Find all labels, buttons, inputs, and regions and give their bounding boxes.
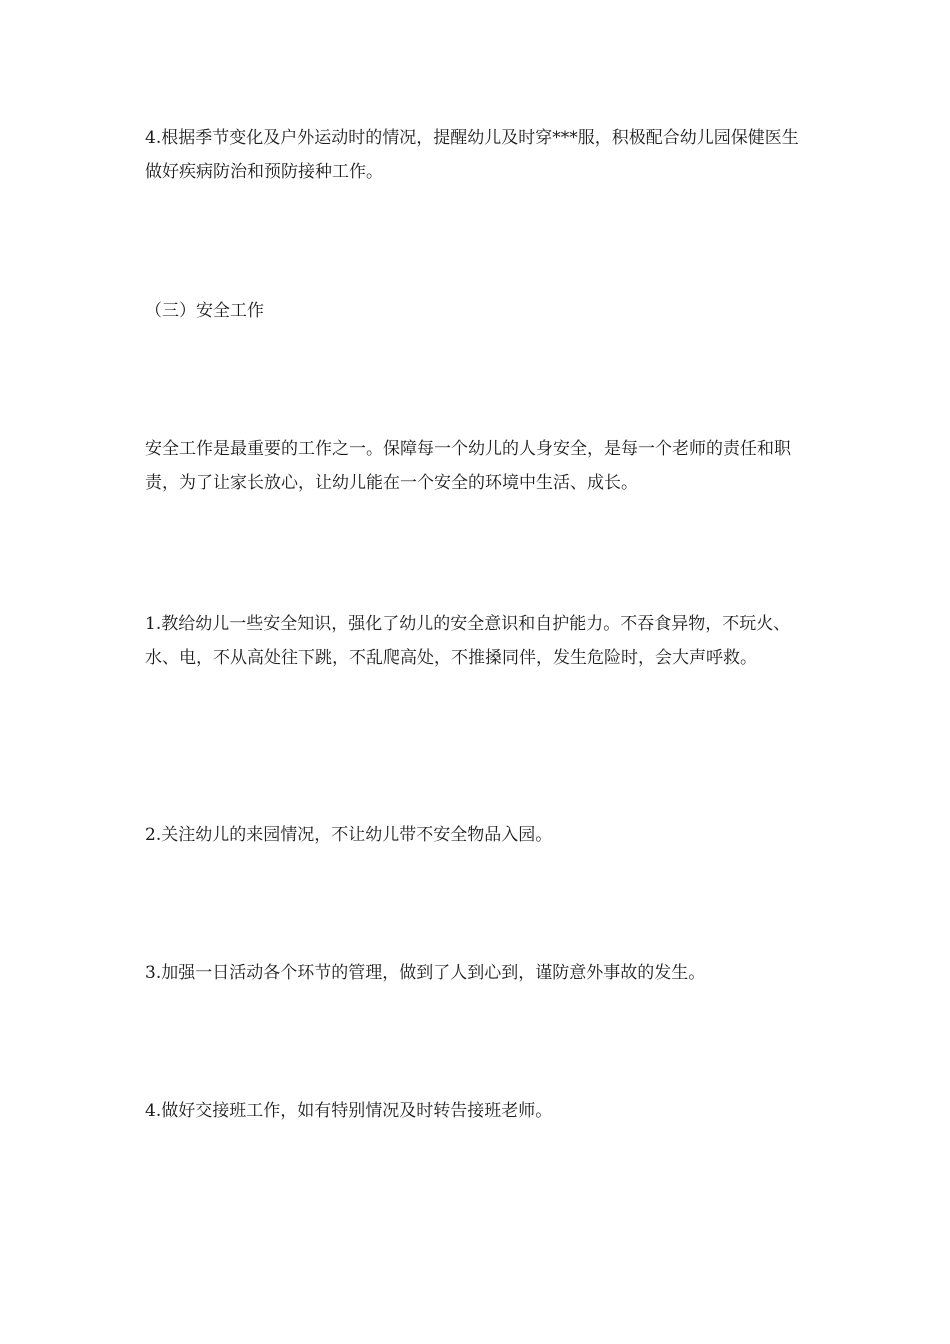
section-heading-safety: （三）安全工作 [145, 301, 264, 321]
paragraph-safety-item-2: 2.关注幼儿的来园情况，不让幼儿带不安全物品入园。 [145, 825, 553, 845]
paragraph-safety-item-1: 1.教给幼儿一些安全知识，强化了幼儿的安全意识和自护能力。不吞食异物，不玩火、水、电，不从高处往下跳，不乱爬高处，不推搡同伴，发生危险时，会大声呼救。 [145, 614, 791, 668]
paragraph-safety-item-3: 3.加强一日活动各个环节的管理，做到了人到心到，谨防意外事故的发生。 [145, 963, 706, 983]
paragraph-health-item-4: 4.根据季节变化及户外运动时的情况，提醒幼儿及时穿***服，积极配合幼儿园保健医生做好疾病防治和预防接种工作。 [145, 128, 799, 182]
paragraph-safety-intro: 安全工作是最重要的工作之一。保障每一个幼儿的人身安全，是每一个老师的责任和职责，为了让家长放心，让幼儿能在一个安全的环境中生活、成长。 [145, 439, 791, 493]
paragraph-safety-item-4: 4.做好交接班工作，如有特别情况及时转告接班老师。 [145, 1101, 553, 1121]
